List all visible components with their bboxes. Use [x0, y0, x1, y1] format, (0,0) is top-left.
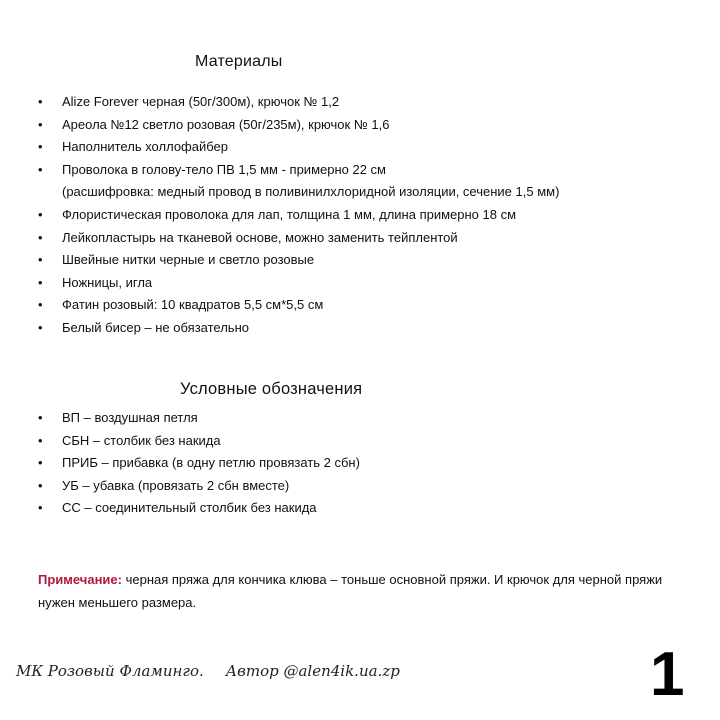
- footer-title: МК Розовый Фламинго.: [16, 662, 204, 680]
- list-item-text: СС – соединительный столбик без накида: [62, 500, 317, 516]
- list-item-text: Alize Forever черная (50г/300м), крючок № 1,2: [62, 94, 340, 109]
- list-item: [38, 497, 698, 520]
- list-item-text: Флористическая проволока для лап, толщина 1 мм, длина примерно 18 см: [62, 206, 517, 222]
- note-label: Примечание:: [38, 572, 122, 587]
- materials-heading: Материалы: [195, 53, 283, 70]
- list-item: [38, 204, 698, 227]
- list-item-text: УБ – убавка (провязать 2 сбн вместе): [62, 477, 290, 493]
- list-item-text: Белый бисер – не обязательно: [62, 319, 249, 335]
- list-item-text: Наполнитель холлофайбер: [62, 139, 228, 155]
- list-item: [38, 249, 698, 272]
- legend-heading: Условные обозначения: [180, 380, 363, 398]
- note-paragraph: [38, 568, 678, 614]
- list-item-text: Лейкопластырь на тканевой основе, можно заменить тейплентой: [62, 229, 458, 245]
- list-item: [38, 272, 698, 295]
- list-item: [38, 475, 698, 498]
- list-item: [38, 114, 698, 137]
- list-item-text: ВП – воздушная петля: [62, 410, 198, 425]
- list-item: [38, 407, 698, 430]
- list-item: [38, 452, 698, 475]
- list-item-text: Фатин розовый: 10 квадратов 5,5 см*5,5 см: [62, 297, 324, 313]
- note-text: черная пряжа для кончика клюва – тоньше основной пряжи. И крючок для черной пряжи нужен меньшего размера.: [38, 572, 663, 610]
- list-item-text: ПРИБ – прибавка (в одну петлю провязать 2 сбн): [62, 455, 360, 471]
- list-item-text: Проволока в голову-тело ПВ 1,5 мм - примерно 22 см: [62, 161, 386, 177]
- legend-list: [38, 407, 698, 520]
- list-item: [38, 317, 698, 340]
- list-item-text: Швейные нитки черные и светло розовые: [62, 252, 315, 268]
- footer-author: Автор @alen4ik.ua.zp: [225, 662, 400, 680]
- list-item: [38, 136, 698, 159]
- list-item-text: СБН – столбик без накида: [62, 432, 221, 448]
- materials-list: [38, 91, 698, 340]
- list-item-text: Ножницы, игла: [62, 274, 153, 290]
- list-item: [38, 227, 698, 250]
- list-item: [38, 91, 698, 114]
- list-item-text: Ареола №12 светло розовая (50г/235м), крючок № 1,6: [62, 116, 390, 132]
- list-item: [38, 159, 698, 204]
- page-number: 1: [650, 640, 685, 709]
- list-item: [38, 430, 698, 453]
- list-item: [38, 294, 698, 317]
- footer: [16, 662, 400, 680]
- list-item-subtext: (расшифровка: медный провод в поливинилхлоридной изоляции, сечение 1,5 мм): [62, 184, 560, 200]
